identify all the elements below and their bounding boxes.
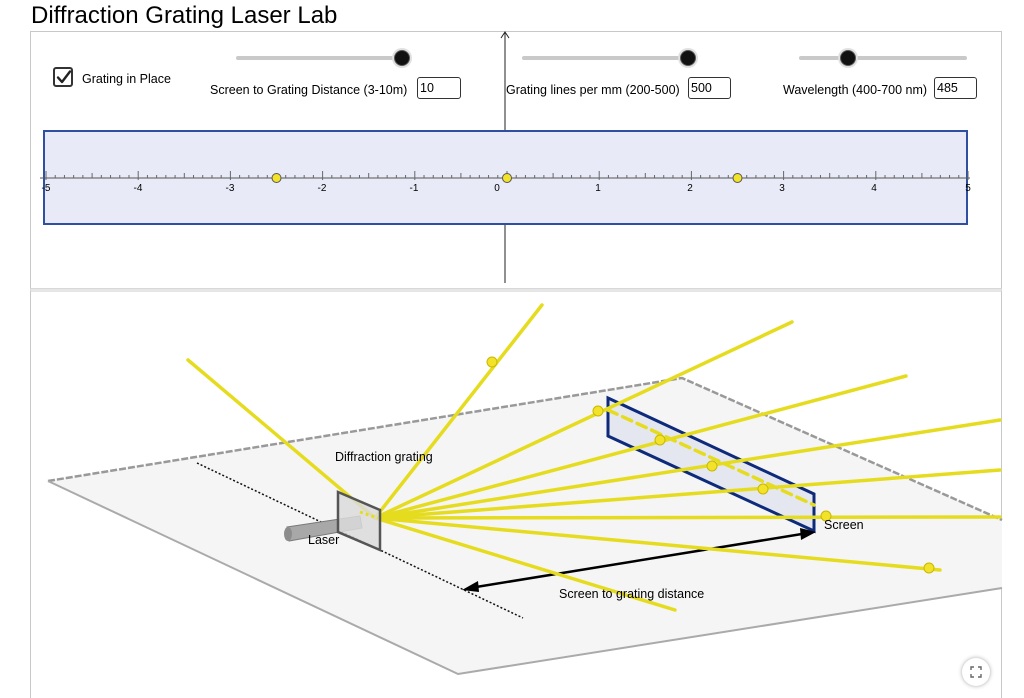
- tick-label: 4: [871, 183, 877, 194]
- tick-label: -4: [133, 183, 143, 194]
- beam-order-6: [375, 517, 1000, 518]
- tick-label: -1: [409, 183, 419, 194]
- laser-back-cap: [284, 527, 292, 541]
- tick-label: 5: [965, 183, 971, 194]
- lines-per-mm-label: Grating lines per mm (200-500): [506, 83, 680, 97]
- tick-label: -2: [317, 183, 327, 194]
- screen-label: Screen: [824, 518, 864, 532]
- beam-spot: [487, 357, 497, 367]
- beam-spot: [758, 484, 768, 494]
- beam-spot: [655, 435, 665, 445]
- grating-label: Diffraction grating: [335, 450, 433, 464]
- laser-label: Laser: [308, 533, 340, 547]
- distance-caption: Screen to grating distance: [559, 587, 705, 601]
- beam-spot: [924, 563, 934, 573]
- beam-spot: [593, 406, 603, 416]
- wavelength-label: Wavelength (400-700 nm): [783, 83, 928, 97]
- tick-label: 2: [687, 183, 693, 194]
- fullscreen-button[interactable]: [962, 658, 990, 686]
- tick-label: 3: [779, 183, 785, 194]
- distance-label: Screen to Grating Distance (3-10m): [210, 83, 408, 97]
- page-title: Diffraction Grating Laser Lab: [31, 2, 338, 29]
- tick-label: 1: [595, 183, 601, 194]
- tick-label: -3: [225, 183, 235, 194]
- fullscreen-icon: [962, 658, 990, 686]
- beam-spot: [707, 461, 717, 471]
- grating-in-place-label: Grating in Place: [82, 72, 171, 86]
- tick-label: 0: [494, 183, 500, 194]
- tick-label: -5: [41, 183, 51, 194]
